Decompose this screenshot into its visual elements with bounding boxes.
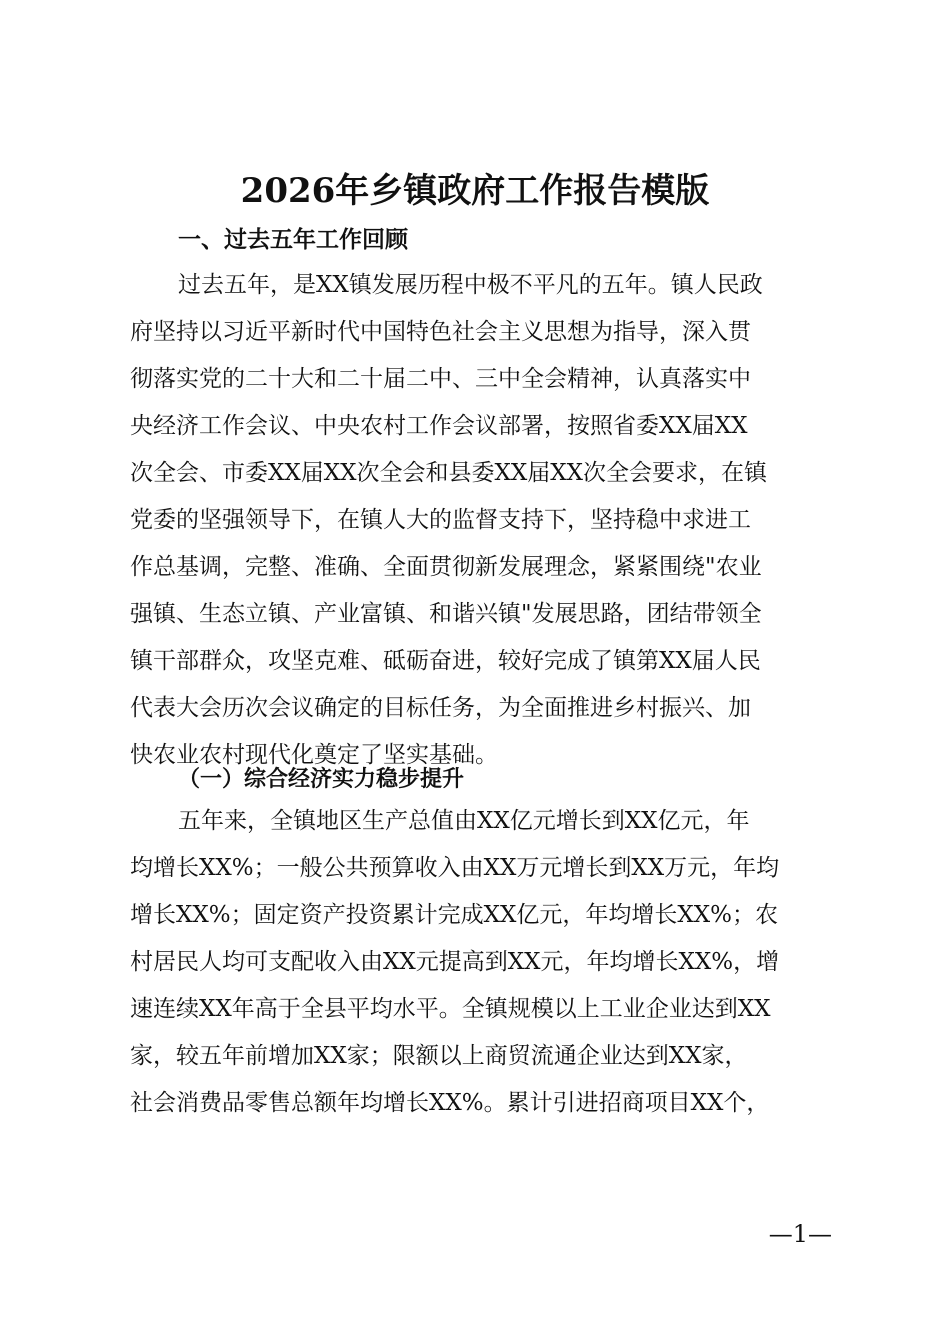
paragraph-line: 速连续XX年高于全县平均水平。全镇规模以上工业企业达到XX [130,996,771,1022]
paragraph-line: 过去五年，是XX镇发展历程中极不平凡的五年。镇人民政 [178,272,763,298]
section-heading: 一、过去五年工作回顾 [178,227,408,253]
paragraph-line: 快农业农村现代化奠定了坚实基础。 [130,742,498,768]
paragraph-line: 均增长XX%；一般公共预算收入由XX万元增长到XX万元，年均 [130,855,780,881]
paragraph-line: 五年来，全镇地区生产总值由XX亿元增长到XX亿元，年 [178,808,750,834]
paragraph-line: 作总基调，完整、准确、全面贯彻新发展理念，紧紧围绕"农业 [130,554,762,580]
paragraph-line: 次全会、市委XX届XX次全会和县委XX届XX次全会要求，在镇 [130,460,767,486]
paragraph-line: 增长XX%；固定资产投资累计完成XX亿元，年均增长XX%；农 [130,902,778,928]
paragraph-line: 家，较五年前增加XX家；限额以上商贸流通企业达到XX家， [130,1043,748,1069]
document-title: 2026年乡镇政府工作报告模版 [240,171,710,211]
paragraph-economy [130,798,830,1127]
paragraph-review [130,262,830,779]
paragraph-line: 村居民人均可支配收入由XX元提高到XX元，年均增长XX%，增 [130,949,780,975]
paragraph-line: 镇干部群众，攻坚克难、砥砺奋进，较好完成了镇第XX届人民 [130,648,761,674]
paragraph-line: 府坚持以习近平新时代中国特色社会主义思想为指导，深入贯 [130,319,751,345]
paragraph-line: 彻落实党的二十大和二十届二中、三中全会精神，认真落实中 [130,366,751,392]
paragraph-line: 强镇、生态立镇、产业富镇、和谐兴镇"发展思路，团结带领全 [130,601,762,627]
paragraph-line: 党委的坚强领导下，在镇人大的监督支持下，坚持稳中求进工 [130,507,751,533]
paragraph-line: 央经济工作会议、中央农村工作会议部署，按照省委XX届XX [130,413,748,439]
page-number: —1— [768,1220,832,1248]
paragraph-line: 代表大会历次会议确定的目标任务，为全面推进乡村振兴、加 [130,695,751,721]
sub-heading: （一）综合经济实力稳步提升 [178,767,465,792]
paragraph-line: 社会消费品零售总额年均增长XX%。累计引进招商项目XX个， [130,1090,770,1116]
